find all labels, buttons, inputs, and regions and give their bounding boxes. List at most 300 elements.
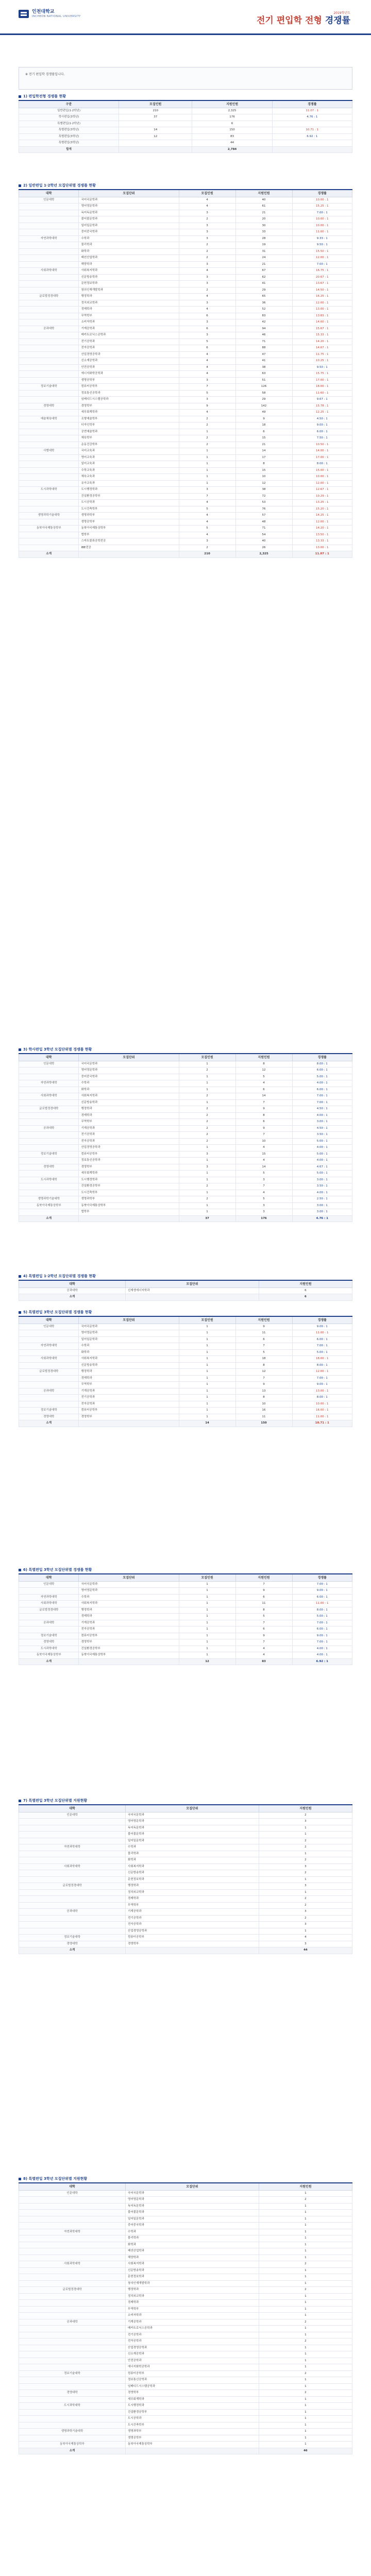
table-cell: 세무회계학과 [79, 410, 179, 416]
table-cell [19, 358, 79, 365]
table-cell: 44 [259, 1947, 352, 1954]
university-emblem-icon [19, 10, 29, 18]
table-cell [19, 261, 79, 268]
section-title-text: 7) 특별편입 3학년 모집단위별 지원현황 [23, 1798, 88, 1803]
table-cell: 신문방송학과 [126, 2267, 259, 2274]
table-cell: 12 [235, 1369, 292, 1376]
table-cell [19, 2274, 126, 2281]
table-cell [19, 2242, 126, 2248]
column-header: 지원인원 [235, 190, 292, 197]
table-cell: 1 [259, 2396, 352, 2403]
table-cell: 생명공학부 [79, 519, 179, 526]
table-cell: 국어교육과 [79, 448, 179, 455]
table-cell: 3 [179, 235, 235, 242]
table-cell: 3 [235, 1209, 292, 1216]
section-1 [19, 93, 352, 153]
table-cell [19, 1382, 79, 1388]
table-cell: 도시행정학과 [79, 487, 179, 494]
table-row [19, 1889, 352, 1896]
table-cell: 도시건축학부 [126, 2422, 259, 2429]
table-row [19, 1132, 352, 1139]
table-cell: 1 [259, 2210, 352, 2216]
section-title-text: 8) 특별편입 3학년 모집단위별 지원현황 [23, 2176, 88, 2181]
table-cell: 1 [179, 1639, 235, 1646]
table-cell [19, 281, 79, 287]
table-row [19, 545, 352, 551]
table-cell [19, 2267, 126, 2274]
table-cell: 전기공학과 [126, 2332, 259, 2338]
table-row [19, 397, 352, 403]
table-cell: 3 [259, 1883, 352, 1890]
table-cell: 37 [179, 1215, 235, 1222]
table-cell: 행정학과 [79, 1369, 179, 1376]
table-cell: 무역학부 [79, 1382, 179, 1388]
table-cell: 문헌정보학과 [126, 2274, 259, 2281]
table-row [19, 1330, 352, 1337]
table-cell: 8 [235, 1607, 292, 1614]
table-cell [19, 2326, 126, 2332]
table-cell: 1 [259, 2248, 352, 2255]
column-header: 모집단위 [126, 1805, 259, 1812]
table-cell: 1 [179, 1408, 235, 1414]
table-row [19, 1356, 352, 1363]
table-row [19, 429, 352, 435]
table-cell [19, 480, 79, 487]
table-cell: 해양학과 [79, 261, 179, 268]
table-cell: 글로벌정경대학 [19, 1883, 126, 1890]
table-cell: 44 [192, 140, 272, 147]
table-cell: 1 [259, 2293, 352, 2300]
table-cell: 경제학과 [126, 1896, 259, 1903]
table-cell: 인문대학 [19, 1324, 79, 1330]
table-header-row [19, 190, 352, 197]
table-cell: 2 [259, 1838, 352, 1844]
table-cell: 58 [235, 390, 292, 397]
table-cell: 41 [235, 281, 292, 287]
table-cell: 18 [235, 1356, 292, 1363]
table-cell [19, 461, 79, 468]
table-cell: 체육교육과 [79, 474, 179, 481]
table-cell [19, 2435, 126, 2442]
table-row [19, 2190, 352, 2197]
table-row [19, 2261, 352, 2268]
table-cell: 2 [259, 2390, 352, 2397]
table-row [19, 1838, 352, 1844]
table-row [19, 2313, 352, 2319]
table-cell: 경영대학 [19, 1941, 126, 1947]
table-row [19, 1935, 352, 1941]
table-cell: 일어일문학과 [126, 2216, 259, 2223]
table-row [19, 2326, 352, 2332]
table-cell [19, 2223, 126, 2229]
table-cell: 경영대학 [19, 1164, 79, 1171]
table-cell: 9.00 : 1 [292, 422, 352, 429]
column-header: 지원인원 [259, 1280, 352, 1287]
table-cell: 1 [259, 2364, 352, 2371]
table-row [19, 1883, 352, 1890]
table-cell: 동북아국제통상학부 [19, 2442, 126, 2448]
table-cell: 9.67 : 1 [292, 397, 352, 403]
table-cell [19, 2409, 126, 2416]
table-cell: 4 [179, 364, 235, 371]
table-cell: 9 [235, 1125, 292, 1132]
column-header: 모집단위 [126, 1280, 259, 1287]
table-cell: 10.71 : 1 [292, 1420, 352, 1427]
table-cell: 16.00 : 1 [292, 1408, 352, 1414]
column-header: 모집단위 [79, 1316, 179, 1324]
table-cell: 생명공학부 [79, 377, 179, 384]
table-cell: 4 [235, 1158, 292, 1164]
table-row [19, 2267, 352, 2274]
table-cell [19, 319, 79, 326]
table-cell: 사회복지학과 [126, 2261, 259, 2268]
table-row [19, 538, 352, 545]
table-cell [19, 474, 79, 481]
table-row [19, 1607, 352, 1614]
table-cell [19, 2248, 126, 2255]
table-cell: 10.50 : 1 [292, 442, 352, 448]
table-row [19, 1375, 352, 1382]
table-cell [79, 1215, 179, 1222]
table-row [19, 1196, 352, 1203]
table-row [19, 1614, 352, 1620]
table-row [19, 1870, 352, 1877]
table-cell: 1 [259, 2416, 352, 2422]
table-cell: 동북아국제통상학부 [19, 1202, 79, 1209]
table-cell: 1 [179, 1074, 235, 1080]
table-cell [19, 1087, 79, 1093]
table-row [19, 281, 352, 287]
table-cell: 스마트물류공학전공 [79, 538, 179, 545]
table-cell: 42 [235, 319, 292, 326]
table-row [19, 2383, 352, 2390]
table-cell: 1 [179, 1356, 235, 1363]
table-cell: 5 [179, 338, 235, 345]
table-cell: 산업경영공학과 [79, 351, 179, 358]
table-cell: 신소재공학과 [79, 358, 179, 365]
table-cell: 2 [259, 2338, 352, 2345]
table-row [19, 1138, 352, 1145]
table-cell: 4 [179, 410, 235, 416]
table-cell: 1 [259, 1876, 352, 1883]
table-row [19, 1202, 352, 1209]
table-row [19, 1336, 352, 1343]
column-header: 대학 [19, 1805, 126, 1812]
table-cell: 1 [179, 1375, 235, 1382]
table-cell: 5.00 : 1 [292, 1138, 352, 1145]
table-cell: 5 [179, 506, 235, 513]
table-cell: 사회과학대학 [19, 1863, 126, 1870]
table-cell [19, 1138, 79, 1145]
table-row [19, 1106, 352, 1113]
table-cell: 12.00 : 1 [292, 480, 352, 487]
intro-text: ※ 전기 편입학 경쟁률입니다. [25, 73, 65, 76]
table-cell: 3 [179, 377, 235, 384]
table-row [19, 1832, 352, 1838]
table-cell: 9.00 : 1 [292, 1633, 352, 1639]
table-cell: 7.00 : 1 [292, 1639, 352, 1646]
section-title [19, 182, 352, 189]
table-row [19, 519, 352, 526]
table-cell: 4 [235, 1145, 292, 1151]
table-cell: 3 [179, 300, 235, 307]
table-row [19, 2306, 352, 2313]
table-cell: 영어영문학과 [79, 204, 179, 210]
table-cell: 10.25 : 1 [292, 358, 352, 365]
table-row [19, 1343, 352, 1350]
table-cell [19, 519, 79, 526]
table-cell: 2 [259, 2197, 352, 2204]
table-cell: 2 [259, 2261, 352, 2268]
table-cell [19, 493, 79, 500]
table-cell: 38 [235, 487, 292, 494]
table-cell: 2 [179, 545, 235, 551]
table-cell: 36 [235, 300, 292, 307]
table-cell: 4.00 : 1 [292, 1190, 352, 1196]
table-cell: 영어교육과 [79, 454, 179, 461]
table-cell [19, 345, 79, 352]
title-year: 2019학년도 [333, 11, 350, 15]
total-row [19, 1947, 352, 1954]
total-row [19, 146, 352, 153]
table-row [19, 1177, 352, 1183]
table-row [19, 127, 352, 134]
table-cell: 1 [179, 1601, 235, 1607]
table-row [19, 1067, 352, 1074]
table-cell: 도시과학대학 [19, 2403, 126, 2410]
table-cell: 1 [179, 1401, 235, 1408]
table-cell [19, 2255, 126, 2261]
table-cell: 영어영문학과 [79, 1067, 179, 1074]
table-cell: 13.00 : 1 [292, 545, 352, 551]
table-row [19, 307, 352, 313]
table-cell: 2 [179, 416, 235, 422]
table-cell [19, 1362, 79, 1369]
table-header-row [19, 2183, 352, 2190]
table-cell: 3 [179, 487, 235, 494]
table-cell: 예술체육대학 [19, 416, 79, 422]
table-cell [19, 2197, 126, 2204]
table-cell: 소계 [19, 1294, 126, 1301]
table-row [19, 2242, 352, 2248]
table-cell: 12.25 : 1 [292, 410, 352, 416]
table-cell: 도시과학대학 [19, 1177, 79, 1183]
table-cell: 문헌정보학과 [79, 281, 179, 287]
table-cell: 7.00 : 1 [292, 261, 352, 268]
table-cell: 3 [259, 1909, 352, 1916]
table-cell: 불어불문학과 [126, 2210, 259, 2216]
table-cell [19, 1119, 79, 1126]
table-cell: 2 [259, 2287, 352, 2294]
table-cell: 1 [179, 1343, 235, 1350]
table-row [19, 1080, 352, 1087]
table-cell: 정보기술대학 [19, 2370, 126, 2377]
table-cell: 4 [179, 294, 235, 300]
table-cell: 10.00 : 1 [292, 1401, 352, 1408]
table-cell [19, 2338, 126, 2345]
table-cell: 9 [235, 1633, 292, 1639]
table-row [19, 294, 352, 300]
table-cell: 무역학부 [79, 313, 179, 319]
table-cell: 3.50 : 1 [292, 1132, 352, 1139]
table-cell: 경영대학 [19, 1414, 79, 1420]
table-cell: 18.00 : 1 [292, 1356, 352, 1363]
table-cell: 6.00 : 1 [292, 1594, 352, 1601]
table-cell: 물리학과 [126, 2235, 259, 2242]
table-cell: 12.00 : 1 [292, 300, 352, 307]
table-cell [19, 506, 79, 513]
table-cell: 인문대학 [19, 2190, 126, 2197]
table-cell: 14.50 : 1 [292, 287, 352, 294]
table-cell: 불어불문학과 [79, 216, 179, 223]
table-cell: 4 [179, 268, 235, 275]
section-title-text: 5) 특별편입 3학년 모집단위별 경쟁률 현황 [23, 1310, 92, 1314]
table-row [19, 371, 352, 378]
table-row [19, 1388, 352, 1395]
section-title [19, 1309, 352, 1316]
table-cell: 정보기술대학 [19, 384, 79, 391]
table-cell: 2 [259, 1902, 352, 1909]
table-cell: 4.76 : 1 [292, 1215, 352, 1222]
square-bullet-icon [19, 1800, 21, 1802]
table-row [19, 1863, 352, 1870]
table-cell: 수학과 [79, 1080, 179, 1087]
table-cell: 6.00 : 1 [292, 1087, 352, 1093]
table-cell: 자연과학대학 [19, 1343, 79, 1350]
table-cell: 5 [179, 526, 235, 532]
table-cell: 동북아국제통상학부 [79, 1202, 179, 1209]
square-bullet-icon [19, 1048, 21, 1051]
table-row [19, 384, 352, 391]
table-cell: 2,784 [192, 146, 272, 153]
table-cell [19, 307, 79, 313]
table-cell [19, 2313, 126, 2319]
table-cell: 15.78 : 1 [292, 403, 352, 410]
table-cell: 14 [235, 1093, 292, 1100]
table-cell: 1 [179, 1336, 235, 1343]
table-cell: 도시건축학부 [79, 506, 179, 513]
table-cell: 사범대학 [19, 448, 79, 455]
table-row [19, 1209, 352, 1216]
section-4 [19, 1273, 352, 1301]
table-cell: 1 [259, 2223, 352, 2229]
table-cell [19, 2345, 126, 2351]
table-cell: 기계공학과 [126, 2319, 259, 2326]
column-header: 대학 [19, 1280, 126, 1287]
table-cell: 2 [179, 422, 235, 429]
table-cell [79, 1658, 179, 1665]
table-cell: 1 [259, 2203, 352, 2210]
table-cell: 전자공학과 [79, 1401, 179, 1408]
table-cell [19, 338, 79, 345]
table-cell: 6 [235, 1087, 292, 1093]
table-cell: 1 [259, 2313, 352, 2319]
table-row [19, 1395, 352, 1401]
table-cell: 1 [179, 1202, 235, 1209]
table-cell: 신문방송학과 [79, 274, 179, 281]
table-cell: 2 [259, 1896, 352, 1903]
table-cell: 수학과 [79, 1594, 179, 1601]
table-cell: 1 [179, 1061, 235, 1067]
table-row [19, 345, 352, 352]
table-cell: 8.00 : 1 [292, 1362, 352, 1369]
table-cell: 행정학과 [126, 2287, 259, 2294]
table-cell: 중어중국학과 [126, 2223, 259, 2229]
table-cell [19, 242, 79, 249]
square-bullet-icon [19, 184, 21, 187]
data-table [19, 1804, 352, 1954]
table-cell: 3.50 : 1 [292, 1183, 352, 1190]
table-cell: 사회복지학과 [79, 1601, 179, 1607]
table-cell: 176 [192, 114, 272, 121]
table-cell: 인문대학 [19, 1812, 126, 1819]
university-logo[interactable] [19, 9, 81, 19]
table-cell: 8 [235, 461, 292, 468]
table-cell: 1 [259, 2345, 352, 2351]
table-cell: 10 [235, 1401, 292, 1408]
column-header: 모집인원 [119, 100, 192, 108]
page-title-strong: 경쟁률 [325, 15, 350, 26]
table-row [19, 1112, 352, 1119]
table-cell: 4 [235, 1652, 292, 1659]
table-row [19, 1119, 352, 1126]
table-cell: 7 [235, 1343, 292, 1350]
table-cell [19, 1183, 79, 1190]
table-cell: 해양학과 [126, 2255, 259, 2261]
table-row [19, 338, 352, 345]
table-cell: 8 [235, 1061, 292, 1067]
table-cell: 9.00 : 1 [292, 1324, 352, 1330]
table-cell: 17.00 : 1 [292, 377, 352, 384]
table-row [19, 2332, 352, 2338]
table-row [19, 326, 352, 332]
table-row [19, 1857, 352, 1864]
table-cell: 7 [235, 1581, 292, 1588]
table-cell: 1 [179, 1330, 235, 1337]
table-cell: 4 [179, 500, 235, 506]
table-cell [19, 274, 79, 281]
table-row [19, 487, 352, 494]
table-cell: 정보통신공학과 [79, 1158, 179, 1164]
table-cell: 4 [179, 307, 235, 313]
table-row [19, 242, 352, 249]
table-row [19, 513, 352, 519]
table-cell: 화학과 [126, 2242, 259, 2248]
table-cell: 9 [235, 1106, 292, 1113]
table-cell [19, 1375, 79, 1382]
table-cell: 7.00 : 1 [292, 1375, 352, 1382]
table-cell: 18 [235, 422, 292, 429]
table-cell: 11.07 : 1 [272, 108, 352, 114]
table-cell: 7.50 : 1 [292, 435, 352, 442]
column-header: 모집인원 [179, 1054, 235, 1061]
table-cell: 전자공학과 [79, 1138, 179, 1145]
table-cell: 건설환경공학부 [79, 1183, 179, 1190]
table-cell: 11.00 : 1 [292, 229, 352, 236]
table-cell: 9.00 : 1 [292, 1382, 352, 1388]
table-header-row [19, 1805, 352, 1812]
table-cell: 1 [179, 1382, 235, 1388]
table-cell: 1 [259, 2409, 352, 2416]
table-cell [19, 1889, 126, 1896]
table-cell: 경영대학 [19, 1639, 79, 1646]
table-cell: 1 [179, 1362, 235, 1369]
table-row [19, 1061, 352, 1067]
table-cell: 10.71 : 1 [272, 127, 352, 134]
table-cell [19, 1851, 126, 1857]
table-cell: 무역학부 [126, 2306, 259, 2313]
table-cell: 일어일문학과 [79, 1336, 179, 1343]
